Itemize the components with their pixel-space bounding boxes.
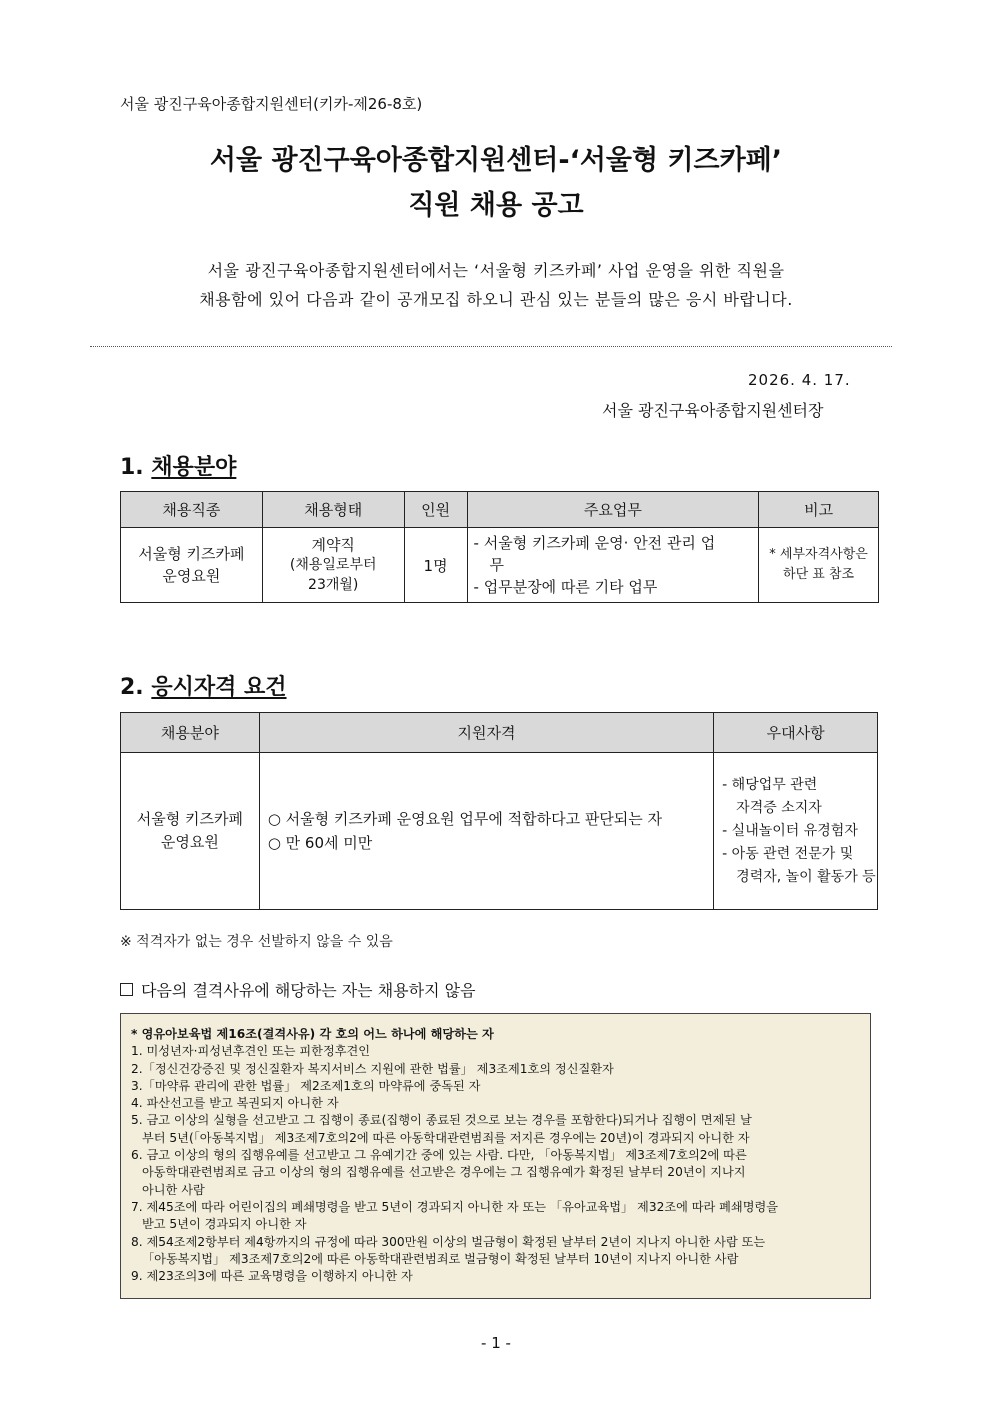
col-header-duties: 주요업무 xyxy=(467,492,759,528)
cell-job xyxy=(121,528,263,603)
announcement-date: 2026. 4. 17. xyxy=(748,371,851,389)
cell-field-line2: 운영요원 xyxy=(160,833,219,851)
list-item: 8. 제54조제2항부터 제4항까지의 규정에 따라 300만원 이상의 벌금형이 확정된 날부터 2년이 지나지 아니한 사람 또는 xyxy=(131,1234,766,1249)
document-number: 서울 광진구육아종합지원센터(키카-제26-8호) xyxy=(120,95,423,113)
list-item: 7. 제45조에 따라 어린이집의 폐쇄명령을 받고 5년이 경과되지 아니한 자 또는 「유아교육법」 제32조에 따라 폐쇄명령을 xyxy=(131,1199,779,1214)
section1-title: 채용분야 xyxy=(151,455,237,480)
issuer-name: 서울 광진구육아종합지원센터장 xyxy=(602,401,824,420)
cell-remarks xyxy=(759,528,879,603)
list-item: 5. 금고 이상의 실형을 선고받고 그 집행이 종료(집행이 종료된 것으로 보는 경우를 포함한다)되거나 집행이 면제된 날 xyxy=(131,1113,752,1128)
cell-field xyxy=(121,753,260,910)
list-item-cont: 부터 5년(「아동복지법」 제3조제7호의2에 따른 아동학대관련범죄를 저지른 경우에는 20년)이 경과되지 아니한 자 xyxy=(142,1130,750,1145)
intro-line2: 채용함에 있어 다음과 같이 공개모집 하오니 관심 있는 분들의 많은 응시 바랍니다. xyxy=(199,290,793,309)
section2-heading xyxy=(120,670,287,701)
intro-line1: 서울 광진구육아종합지원센터에서는 ‘서울형 키즈카페’ 사업 운영을 위한 직원을 xyxy=(207,261,785,280)
section1-heading xyxy=(120,450,236,481)
col-header-job: 채용직종 xyxy=(121,492,263,528)
col-header-remarks: 비고 xyxy=(759,492,879,528)
page-title-line2: 직원 채용 공고 xyxy=(408,190,584,221)
remarks-line2: 하단 표 참조 xyxy=(783,567,855,582)
duty-item1-cont: 무 xyxy=(489,556,505,574)
recruitment-table xyxy=(120,491,879,603)
checkbox-square-icon xyxy=(120,983,133,996)
list-item: 2.「정신건강증진 및 정신질환자 복지서비스 지원에 관한 법률」 제3조제1호의 정신질환자 xyxy=(131,1061,614,1076)
list-item-cont: 아동학대관련범죄로 금고 이상의 형의 집행유예를 선고받은 경우에는 그 집행유예가 확정된 날부터 20년이 지나지 xyxy=(142,1165,746,1180)
duty-item2: - 업무분장에 따른 기타 업무 xyxy=(473,578,658,596)
table-header-row xyxy=(121,713,878,753)
qualification-item1: ○ 서울형 키즈카페 운영요원 업무에 적합하다고 판단되는 자 xyxy=(267,810,663,828)
duty-item1: - 서울형 키즈카페 운영· 안전 관리 업 xyxy=(473,534,716,552)
cell-type xyxy=(262,528,404,603)
page-title-line1: 서울 광진구육아종합지원센터-‘서울형 키즈카페’ xyxy=(209,145,783,176)
disqualification-heading-text: 다음의 결격사유에 해당하는 자는 채용하지 않음 xyxy=(141,981,476,1000)
table-header-row xyxy=(121,492,879,528)
cell-preference xyxy=(714,753,878,910)
cell-job-line1: 서울형 키즈카페 xyxy=(138,545,245,563)
cell-count: 1명 xyxy=(404,528,467,603)
preference-item2: - 실내놀이터 유경험자 xyxy=(722,822,858,839)
list-item-cont: 「아동복지법」 제3조제7호의2에 따른 아동학대관련범죄로 벌금형이 확정된 날부터 10년이 지나지 아니한 사람 xyxy=(142,1251,739,1266)
cell-job-line2: 운영요원 xyxy=(162,567,221,585)
list-item-cont: 받고 5년이 경과되지 아니한 자 xyxy=(142,1217,307,1232)
remarks-line1: * 세부자격사항은 xyxy=(769,547,868,562)
cell-type-line3: 23개월) xyxy=(308,577,359,593)
col-header-qualification: 지원자격 xyxy=(259,713,713,753)
cell-qualification xyxy=(259,753,713,910)
cell-type-line1: 계약직 xyxy=(311,536,355,554)
col-header-preference: 우대사항 xyxy=(714,713,878,753)
list-item: 6. 금고 이상의 형의 집행유예를 선고받고 그 유예기간 중에 있는 사람. 다만, 「아동복지법」 제3조제7호의2에 따른 xyxy=(131,1148,747,1163)
col-header-type: 채용형태 xyxy=(262,492,404,528)
preference-item1-cont: 자격증 소지자 xyxy=(736,799,822,816)
table-row xyxy=(121,753,878,910)
col-header-field: 채용분야 xyxy=(121,713,260,753)
selection-note: ※ 적격자가 없는 경우 선발하지 않을 수 있음 xyxy=(120,934,393,950)
section2-number: 2. xyxy=(120,675,144,700)
list-item-cont: 아니한 사람 xyxy=(142,1182,205,1197)
section1-number: 1. xyxy=(120,455,144,480)
preference-item1: - 해당업무 관련 xyxy=(722,776,818,793)
disqualification-heading xyxy=(120,978,476,1001)
cell-duties xyxy=(467,528,759,603)
dotted-divider xyxy=(90,346,892,347)
qualification-item2: ○ 만 60세 미만 xyxy=(267,834,373,852)
qualification-table xyxy=(120,712,878,910)
list-item: 1. 미성년자·피성년후견인 또는 피한정후견인 xyxy=(131,1044,371,1059)
page-number: - 1 - xyxy=(481,1334,511,1352)
disqualification-box-title: * 영유아보육법 제16조(결격사유) 각 호의 어느 하나에 해당하는 자 xyxy=(131,1027,494,1041)
list-item: 4. 파산선고를 받고 복권되지 아니한 자 xyxy=(131,1096,339,1111)
section2-title: 응시자격 요건 xyxy=(151,675,287,700)
list-item: 3.「마약류 관리에 관한 법률」 제2조제1호의 마약류에 중독된 자 xyxy=(131,1078,481,1093)
cell-type-line2: (채용일로부터 xyxy=(289,557,377,573)
disqualification-box xyxy=(120,1013,871,1299)
cell-field-line1: 서울형 키즈카페 xyxy=(136,810,243,828)
preference-item3-cont: 경력자, 놀이 활동가 등 xyxy=(736,868,876,885)
table-row xyxy=(121,528,879,603)
col-header-count: 인원 xyxy=(404,492,467,528)
list-item: 9. 제23조의3에 따른 교육명령을 이행하지 아니한 자 xyxy=(131,1269,413,1284)
preference-item3: - 아동 관련 전문가 및 xyxy=(722,845,854,862)
